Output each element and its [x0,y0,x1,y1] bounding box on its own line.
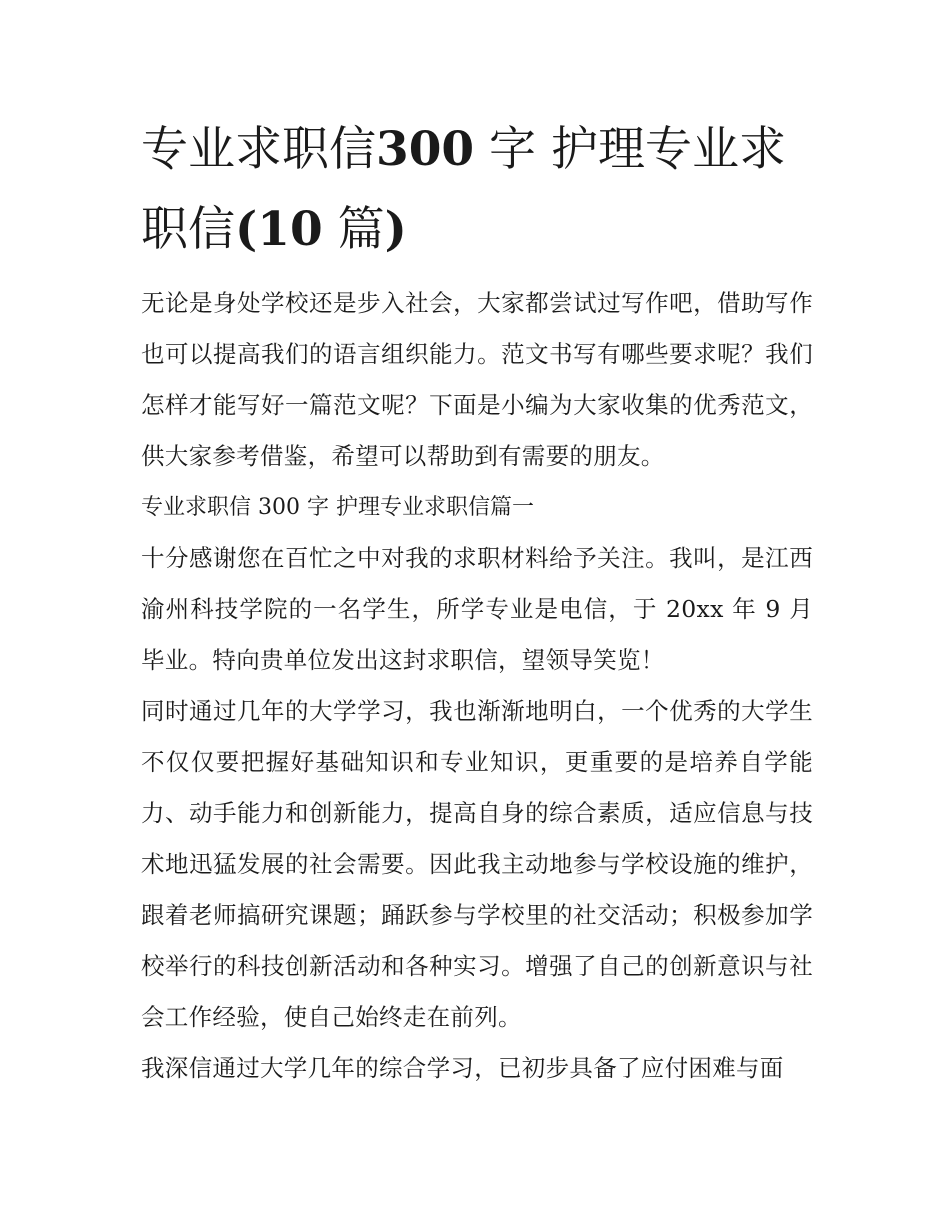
title-part-a: 专业求职信 [141,122,376,177]
document-title [141,110,821,270]
intro-paragraph: 无论是身处学校还是步入社会，大家都尝试过写作吧，借助写作也可以提高我们的语言组织能力。范文书写有哪些要求呢？我们怎样才能写好一篇范文呢？下面是小编为大家收集的优秀范文，供大家参考借鉴，希望可以帮助到有需要的朋友。 [141,289,813,470]
title-part-e: 篇 [322,202,385,257]
title-part-b: 300 [376,122,475,177]
letter-paragraph: 同时通过几年的大学学习，我也渐渐地明白，一个优秀的大学生不仅仅要把握好基础知识和专业知识，更重要的是培养自学能力、动手能力和创新能力，提高自身的综合素质，适应信息与技术地迅猛发展的社会需要。因此我主动地参与学校设施的维护，跟着老师搞研究课题；踊跃参与学校里的社交活动；积极参加学校举行的科技创新活动和各种实习。增强了自己的创新意识与社会工作经验，使自己始终走在前列。 [141,697,813,1031]
title-part-c: 字 护理专业求职信 [141,122,786,257]
title-part-d: (10 [235,202,323,257]
letter-paragraph: 我深信通过大学几年的综合学习，已初步具备了应付困难与面 [141,1054,784,1082]
letter-paragraph: 十分感谢您在百忙之中对我的求职材料给予关注。我叫，是江西渝州科技学院的一名学生，所学专业是电信，于 20xx 年 9 月毕业。特向贵单位发出这封求职信，望领导笑览！ [141,544,813,674]
title-part-f: ) [384,202,407,257]
section-heading: 专业求职信 300 字 护理专业求职信篇一 [141,495,534,520]
document-body [141,278,813,1094]
